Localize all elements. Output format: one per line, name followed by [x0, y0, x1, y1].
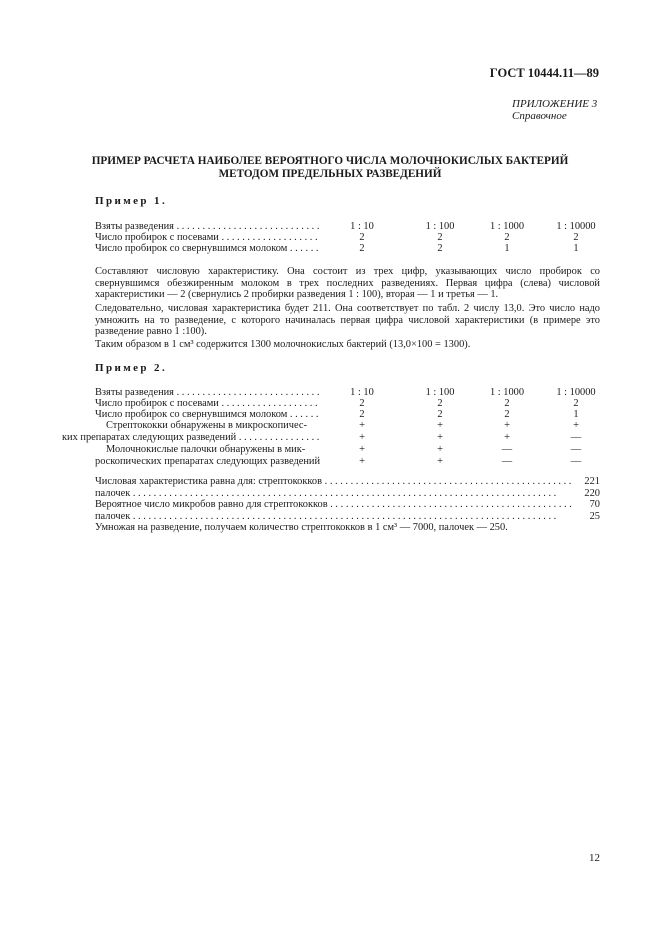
cell: —	[501, 444, 513, 455]
summary-label: палочек . . .	[95, 488, 573, 499]
table-row	[0, 432, 661, 444]
table-row	[0, 456, 661, 468]
row-label: Число пробирок со свернувшимся молоком . . .	[95, 409, 320, 421]
summary-value: 221	[584, 476, 600, 487]
summary-label: Вероятное число микробов равно для стрептококков . . .	[95, 499, 573, 510]
cell: 1 : 10	[350, 387, 374, 398]
cell: 2	[359, 398, 365, 409]
summary-row	[95, 476, 600, 488]
cell: —	[570, 444, 582, 455]
cell: +	[359, 444, 365, 455]
cell: 1	[573, 409, 579, 420]
page-number: 12	[589, 852, 600, 864]
appendix-note: Справочное	[512, 110, 567, 122]
example-2-heading: Пример 2.	[95, 362, 168, 374]
paragraph	[95, 303, 600, 338]
cell: +	[437, 456, 443, 467]
cell: 1 : 100	[425, 221, 455, 232]
row-label: Число пробирок с посевами . . .	[95, 232, 320, 244]
paragraph-text: Составляют числовую характеристику. Она состоит из трех цифр, указывающих число пробирок со свернувшимся обезжиренным молоком в трех последних разведениях. Первая цифра (слева) числовой характеристики — 2 (свернулись 2 пробирки разведения 1 : 100), вторая — 1 и третья — 1.	[95, 266, 600, 301]
example-1-heading: Пример 1.	[95, 195, 168, 207]
cell: —	[570, 456, 582, 467]
summary-value: 70	[589, 499, 600, 510]
cell: +	[437, 432, 443, 443]
cell: +	[359, 432, 365, 443]
cell: 1 : 10000	[556, 221, 596, 232]
cell: 1 : 1000	[489, 221, 525, 232]
cell: 2	[437, 398, 443, 409]
row-label: Число пробирок с посевами . . .	[95, 398, 320, 410]
title-line-1: ПРИМЕР РАСЧЕТА НАИБОЛЕЕ ВЕРОЯТНОГО ЧИСЛА МОЛОЧНОКИСЛЫХ БАКТЕРИЙ	[91, 155, 569, 167]
cell: 2	[359, 232, 365, 243]
row-label: Число пробирок со свернувшимся молоком . . .	[95, 243, 320, 255]
cell: 2	[437, 409, 443, 420]
cell: 2	[437, 232, 443, 243]
cell: +	[359, 456, 365, 467]
cell: 2	[504, 232, 510, 243]
cell: —	[570, 432, 582, 443]
cell: 1 : 1000	[489, 387, 525, 398]
cell: +	[437, 444, 443, 455]
cell: 1	[504, 243, 510, 254]
summary-value: 25	[589, 511, 600, 522]
cell: +	[504, 420, 510, 431]
cell: 2	[504, 398, 510, 409]
table-row	[0, 444, 661, 456]
appendix-label	[470, 98, 599, 122]
summary-label: Числовая характеристика равна для: стрептококков . . .	[95, 476, 573, 487]
appendix-title: ПРИЛОЖЕНИЕ 3	[512, 98, 598, 110]
standard-number: ГОСТ 10444.11—89	[489, 66, 599, 80]
cell: 2	[573, 232, 579, 243]
paragraph: Таким образом в 1 см³ содержится 1300 молочнокислых бактерий (13,0×100 = 1300).	[95, 339, 471, 350]
table-row	[0, 243, 661, 255]
summary-label: палочек . . .	[95, 511, 573, 522]
row-label: Молочнокислые палочки обнаружены в мик-	[106, 444, 306, 455]
cell: +	[573, 420, 579, 431]
row-label: Стрептококки обнаружены в микроскопичес-	[106, 420, 307, 431]
cell: +	[504, 432, 510, 443]
cell: 1 : 10000	[556, 387, 596, 398]
title-line-2: МЕТОДОМ ПРЕДЕЛЬНЫХ РАЗВЕДЕНИЙ	[218, 168, 442, 180]
cell: 2	[504, 409, 510, 420]
summary-row	[95, 499, 600, 511]
paragraph	[95, 266, 600, 301]
paragraph-text: Следовательно, числовая характеристика будет 211. Она соответствует по табл. 2 числу 13,0. Это число надо умножить на то разведение, с которого начиналась первая цифра числовой характеристики (в примере это разведение равно 1 :100).	[95, 303, 600, 338]
cell: 2	[359, 409, 365, 420]
cell: +	[359, 420, 365, 431]
summary-value: 220	[584, 488, 600, 499]
cell: 1 : 10	[350, 221, 374, 232]
cell: 2	[573, 398, 579, 409]
row-label: роскопических препаратах следующих разведений . . .	[95, 456, 320, 468]
cell: +	[437, 420, 443, 431]
row-label: Взяты разведения . . .	[95, 387, 320, 399]
cell: 2	[359, 243, 365, 254]
table-row	[0, 420, 661, 432]
row-label: Взяты разведения . . .	[95, 221, 320, 233]
cell: 2	[437, 243, 443, 254]
cell: 1	[573, 243, 579, 254]
cell: —	[501, 456, 513, 467]
row-label: ких препаратах следующих разведений . . .	[62, 432, 320, 444]
page-title	[60, 155, 600, 181]
conclusion-paragraph: Умножая на разведение, получаем количество стрептококков в 1 см³ — 7000, палочек — 250.	[95, 522, 508, 533]
cell: 1 : 100	[425, 387, 455, 398]
